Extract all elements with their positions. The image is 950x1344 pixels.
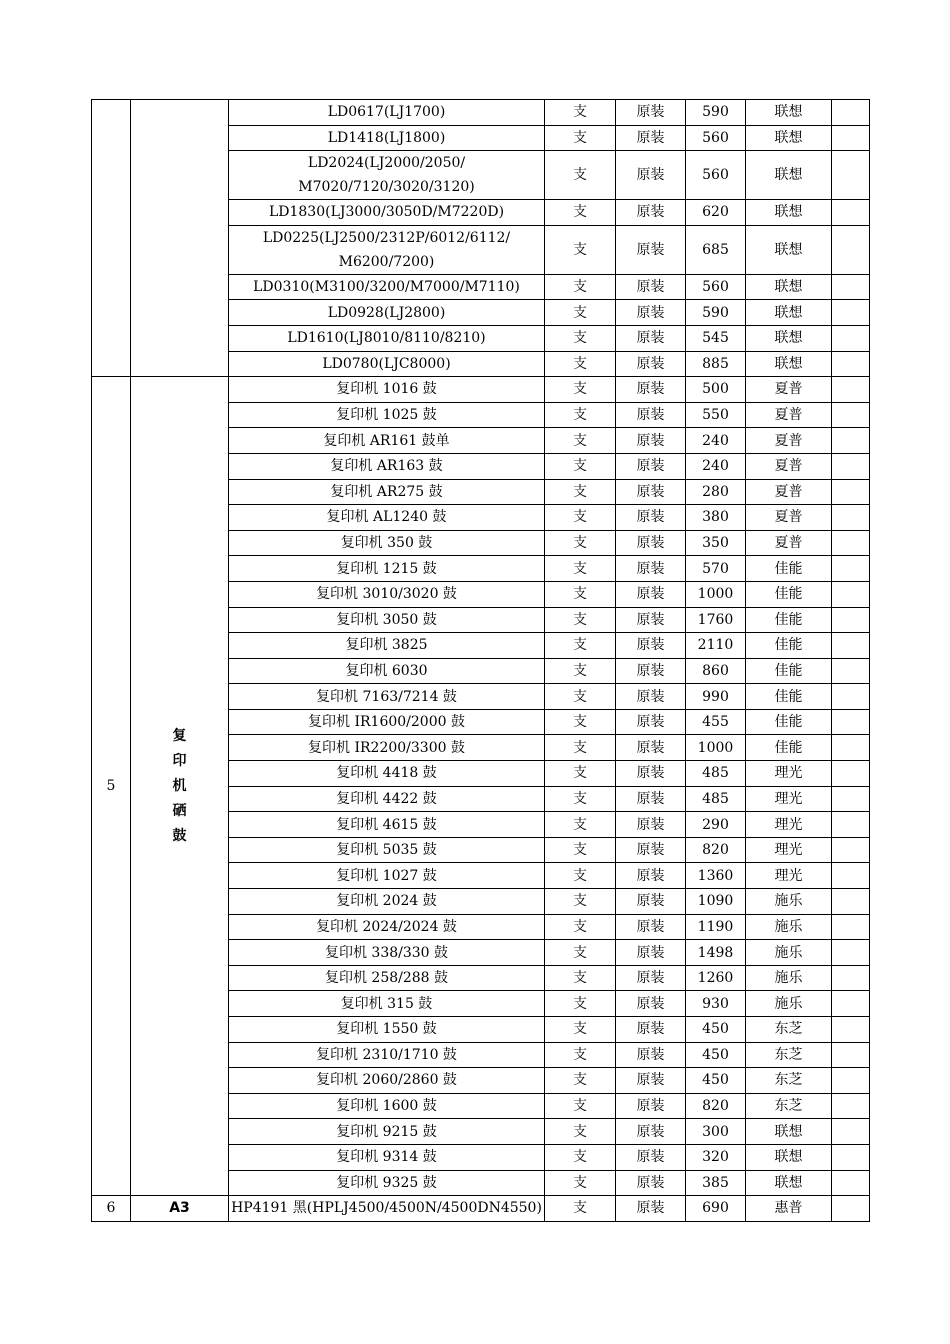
group-number: 5 bbox=[92, 377, 131, 1196]
item-name: 复印机 AR161 鼓单 bbox=[229, 428, 545, 454]
item-name: LD0780(LJC8000) bbox=[229, 351, 545, 377]
item-unit: 支 bbox=[545, 658, 616, 684]
item-type: 原装 bbox=[616, 633, 686, 659]
item-brand: 联想 bbox=[746, 274, 832, 300]
item-note bbox=[832, 300, 870, 326]
item-type: 原装 bbox=[616, 325, 686, 351]
item-note bbox=[832, 1144, 870, 1170]
item-name: 复印机 6030 bbox=[229, 658, 545, 684]
item-type: 原装 bbox=[616, 709, 686, 735]
item-name: HP4191 黑(HPLJ4500/4500N/4500DN4550) bbox=[229, 1196, 545, 1222]
item-type: 原装 bbox=[616, 1119, 686, 1145]
item-price: 590 bbox=[686, 100, 746, 126]
item-note bbox=[832, 1093, 870, 1119]
item-note bbox=[832, 940, 870, 966]
item-note bbox=[832, 125, 870, 151]
item-brand: 施乐 bbox=[746, 940, 832, 966]
item-note bbox=[832, 581, 870, 607]
item-brand: 佳能 bbox=[746, 581, 832, 607]
item-brand: 夏普 bbox=[746, 505, 832, 531]
item-name: 复印机 7163/7214 鼓 bbox=[229, 684, 545, 710]
item-brand: 东芝 bbox=[746, 1068, 832, 1094]
item-price: 450 bbox=[686, 1017, 746, 1043]
item-unit: 支 bbox=[545, 735, 616, 761]
item-type: 原装 bbox=[616, 786, 686, 812]
item-price: 1760 bbox=[686, 607, 746, 633]
item-brand: 理光 bbox=[746, 812, 832, 838]
group-category: A3 bbox=[131, 1196, 229, 1222]
item-unit: 支 bbox=[545, 428, 616, 454]
item-brand: 理光 bbox=[746, 786, 832, 812]
item-name: LD2024(LJ2000/2050/ M7020/7120/3020/3120) bbox=[229, 151, 545, 200]
item-name: 复印机 258/288 鼓 bbox=[229, 965, 545, 991]
item-name: LD0928(LJ2800) bbox=[229, 300, 545, 326]
item-name: LD0617(LJ1700) bbox=[229, 100, 545, 126]
item-brand: 东芝 bbox=[746, 1042, 832, 1068]
item-name: 复印机 2060/2860 鼓 bbox=[229, 1068, 545, 1094]
item-note bbox=[832, 377, 870, 403]
item-price: 560 bbox=[686, 125, 746, 151]
item-type: 原装 bbox=[616, 556, 686, 582]
item-type: 原装 bbox=[616, 658, 686, 684]
item-price: 690 bbox=[686, 1196, 746, 1222]
item-price: 450 bbox=[686, 1068, 746, 1094]
item-type: 原装 bbox=[616, 402, 686, 428]
item-type: 原装 bbox=[616, 453, 686, 479]
item-brand: 联想 bbox=[746, 125, 832, 151]
item-name: 复印机 IR1600/2000 鼓 bbox=[229, 709, 545, 735]
item-unit: 支 bbox=[545, 100, 616, 126]
item-unit: 支 bbox=[545, 325, 616, 351]
item-brand: 佳能 bbox=[746, 633, 832, 659]
group-category-text: 复印机硒鼓 bbox=[172, 727, 187, 844]
item-unit: 支 bbox=[545, 965, 616, 991]
item-note bbox=[832, 428, 870, 454]
item-name: 复印机 9325 鼓 bbox=[229, 1170, 545, 1196]
item-note bbox=[832, 1196, 870, 1222]
item-note bbox=[832, 225, 870, 274]
item-note bbox=[832, 786, 870, 812]
item-unit: 支 bbox=[545, 1144, 616, 1170]
item-unit: 支 bbox=[545, 200, 616, 226]
item-brand: 佳能 bbox=[746, 607, 832, 633]
item-name: LD1418(LJ1800) bbox=[229, 125, 545, 151]
item-note bbox=[832, 100, 870, 126]
item-name: 复印机 4418 鼓 bbox=[229, 761, 545, 787]
item-price: 930 bbox=[686, 991, 746, 1017]
item-brand: 联想 bbox=[746, 225, 832, 274]
item-name: 复印机 2024 鼓 bbox=[229, 889, 545, 915]
item-note bbox=[832, 479, 870, 505]
item-unit: 支 bbox=[545, 530, 616, 556]
group-number bbox=[92, 100, 131, 377]
item-brand: 理光 bbox=[746, 863, 832, 889]
item-price: 1000 bbox=[686, 735, 746, 761]
item-price: 560 bbox=[686, 151, 746, 200]
item-name: 复印机 1215 鼓 bbox=[229, 556, 545, 582]
item-type: 原装 bbox=[616, 761, 686, 787]
item-note bbox=[832, 658, 870, 684]
item-type: 原装 bbox=[616, 991, 686, 1017]
item-name: 复印机 3050 鼓 bbox=[229, 607, 545, 633]
item-type: 原装 bbox=[616, 684, 686, 710]
item-unit: 支 bbox=[545, 151, 616, 200]
item-unit: 支 bbox=[545, 1017, 616, 1043]
item-price: 545 bbox=[686, 325, 746, 351]
item-type: 原装 bbox=[616, 965, 686, 991]
item-brand: 施乐 bbox=[746, 889, 832, 915]
item-note bbox=[832, 812, 870, 838]
item-price: 320 bbox=[686, 1144, 746, 1170]
item-price: 290 bbox=[686, 812, 746, 838]
item-brand: 联想 bbox=[746, 100, 832, 126]
item-price: 550 bbox=[686, 402, 746, 428]
item-price: 820 bbox=[686, 837, 746, 863]
item-unit: 支 bbox=[545, 125, 616, 151]
item-name: 复印机 2310/1710 鼓 bbox=[229, 1042, 545, 1068]
item-price: 1090 bbox=[686, 889, 746, 915]
item-brand: 施乐 bbox=[746, 914, 832, 940]
item-note bbox=[832, 735, 870, 761]
item-type: 原装 bbox=[616, 914, 686, 940]
item-unit: 支 bbox=[545, 1093, 616, 1119]
item-price: 1000 bbox=[686, 581, 746, 607]
item-unit: 支 bbox=[545, 684, 616, 710]
item-name: LD1830(LJ3000/3050D/M7220D) bbox=[229, 200, 545, 226]
item-brand: 联想 bbox=[746, 300, 832, 326]
item-unit: 支 bbox=[545, 556, 616, 582]
item-price: 570 bbox=[686, 556, 746, 582]
item-brand: 夏普 bbox=[746, 428, 832, 454]
item-price: 350 bbox=[686, 530, 746, 556]
item-brand: 夏普 bbox=[746, 402, 832, 428]
item-note bbox=[832, 709, 870, 735]
item-name: 复印机 1550 鼓 bbox=[229, 1017, 545, 1043]
item-price: 620 bbox=[686, 200, 746, 226]
item-note bbox=[832, 1170, 870, 1196]
item-type: 原装 bbox=[616, 889, 686, 915]
item-name: 复印机 AL1240 鼓 bbox=[229, 505, 545, 531]
item-type: 原装 bbox=[616, 274, 686, 300]
item-brand: 佳能 bbox=[746, 709, 832, 735]
group-number: 6 bbox=[92, 1196, 131, 1222]
item-unit: 支 bbox=[545, 351, 616, 377]
item-price: 450 bbox=[686, 1042, 746, 1068]
item-note bbox=[832, 1042, 870, 1068]
item-type: 原装 bbox=[616, 1017, 686, 1043]
item-unit: 支 bbox=[545, 837, 616, 863]
item-type: 原装 bbox=[616, 837, 686, 863]
item-brand: 佳能 bbox=[746, 735, 832, 761]
item-name: 复印机 9314 鼓 bbox=[229, 1144, 545, 1170]
item-brand: 东芝 bbox=[746, 1017, 832, 1043]
item-type: 原装 bbox=[616, 479, 686, 505]
group-category bbox=[131, 100, 229, 377]
table-row bbox=[92, 377, 870, 403]
item-unit: 支 bbox=[545, 1170, 616, 1196]
item-price: 1260 bbox=[686, 965, 746, 991]
item-brand: 惠普 bbox=[746, 1196, 832, 1222]
item-unit: 支 bbox=[545, 1119, 616, 1145]
item-type: 原装 bbox=[616, 863, 686, 889]
item-type: 原装 bbox=[616, 1144, 686, 1170]
item-unit: 支 bbox=[545, 479, 616, 505]
item-name: 复印机 AR163 鼓 bbox=[229, 453, 545, 479]
item-unit: 支 bbox=[545, 914, 616, 940]
item-note bbox=[832, 889, 870, 915]
item-name: 复印机 350 鼓 bbox=[229, 530, 545, 556]
item-type: 原装 bbox=[616, 1093, 686, 1119]
item-price: 860 bbox=[686, 658, 746, 684]
item-price: 385 bbox=[686, 1170, 746, 1196]
item-unit: 支 bbox=[545, 1196, 616, 1222]
item-type: 原装 bbox=[616, 151, 686, 200]
item-price: 485 bbox=[686, 786, 746, 812]
item-type: 原装 bbox=[616, 377, 686, 403]
item-unit: 支 bbox=[545, 991, 616, 1017]
item-price: 1190 bbox=[686, 914, 746, 940]
item-note bbox=[832, 402, 870, 428]
item-type: 原装 bbox=[616, 607, 686, 633]
item-note bbox=[832, 351, 870, 377]
item-price: 485 bbox=[686, 761, 746, 787]
item-brand: 联想 bbox=[746, 1144, 832, 1170]
item-name: 复印机 315 鼓 bbox=[229, 991, 545, 1017]
item-brand: 佳能 bbox=[746, 684, 832, 710]
item-price: 990 bbox=[686, 684, 746, 710]
item-unit: 支 bbox=[545, 889, 616, 915]
item-name: LD1610(LJ8010/8110/8210) bbox=[229, 325, 545, 351]
item-note bbox=[832, 453, 870, 479]
item-note bbox=[832, 505, 870, 531]
item-name: 复印机 4615 鼓 bbox=[229, 812, 545, 838]
item-name: LD0225(LJ2500/2312P/6012/6112/ M6200/7200) bbox=[229, 225, 545, 274]
item-price: 2110 bbox=[686, 633, 746, 659]
table-body bbox=[92, 100, 870, 1222]
item-note bbox=[832, 684, 870, 710]
item-note bbox=[832, 837, 870, 863]
item-name: 复印机 1025 鼓 bbox=[229, 402, 545, 428]
item-type: 原装 bbox=[616, 530, 686, 556]
item-type: 原装 bbox=[616, 735, 686, 761]
item-brand: 联想 bbox=[746, 1170, 832, 1196]
item-type: 原装 bbox=[616, 225, 686, 274]
item-brand: 联想 bbox=[746, 151, 832, 200]
item-note bbox=[832, 200, 870, 226]
item-brand: 理光 bbox=[746, 761, 832, 787]
item-price: 820 bbox=[686, 1093, 746, 1119]
item-type: 原装 bbox=[616, 351, 686, 377]
item-brand: 理光 bbox=[746, 837, 832, 863]
item-type: 原装 bbox=[616, 1170, 686, 1196]
item-brand: 施乐 bbox=[746, 991, 832, 1017]
item-brand: 佳能 bbox=[746, 556, 832, 582]
item-type: 原装 bbox=[616, 581, 686, 607]
table-row bbox=[92, 1196, 870, 1222]
item-price: 455 bbox=[686, 709, 746, 735]
item-unit: 支 bbox=[545, 786, 616, 812]
item-note bbox=[832, 761, 870, 787]
item-unit: 支 bbox=[545, 581, 616, 607]
item-brand: 联想 bbox=[746, 325, 832, 351]
item-price: 240 bbox=[686, 453, 746, 479]
item-unit: 支 bbox=[545, 225, 616, 274]
item-unit: 支 bbox=[545, 274, 616, 300]
item-name: 复印机 1027 鼓 bbox=[229, 863, 545, 889]
item-unit: 支 bbox=[545, 1068, 616, 1094]
item-name: 复印机 IR2200/3300 鼓 bbox=[229, 735, 545, 761]
item-price: 885 bbox=[686, 351, 746, 377]
item-unit: 支 bbox=[545, 709, 616, 735]
item-name: 复印机 338/330 鼓 bbox=[229, 940, 545, 966]
item-type: 原装 bbox=[616, 428, 686, 454]
item-name: 复印机 9215 鼓 bbox=[229, 1119, 545, 1145]
item-note bbox=[832, 556, 870, 582]
item-price: 1360 bbox=[686, 863, 746, 889]
item-name: 复印机 1600 鼓 bbox=[229, 1093, 545, 1119]
item-note bbox=[832, 325, 870, 351]
item-price: 280 bbox=[686, 479, 746, 505]
item-note bbox=[832, 151, 870, 200]
item-note bbox=[832, 607, 870, 633]
item-note bbox=[832, 1017, 870, 1043]
item-note bbox=[832, 1068, 870, 1094]
group-category bbox=[131, 377, 229, 1196]
item-price: 590 bbox=[686, 300, 746, 326]
item-price: 380 bbox=[686, 505, 746, 531]
item-brand: 佳能 bbox=[746, 658, 832, 684]
item-brand: 夏普 bbox=[746, 377, 832, 403]
item-price: 500 bbox=[686, 377, 746, 403]
item-note bbox=[832, 965, 870, 991]
item-name: 复印机 AR275 鼓 bbox=[229, 479, 545, 505]
item-unit: 支 bbox=[545, 300, 616, 326]
item-unit: 支 bbox=[545, 1042, 616, 1068]
item-name: LD0310(M3100/3200/M7000/M7110) bbox=[229, 274, 545, 300]
item-name: 复印机 5035 鼓 bbox=[229, 837, 545, 863]
item-type: 原装 bbox=[616, 940, 686, 966]
item-brand: 联想 bbox=[746, 351, 832, 377]
item-type: 原装 bbox=[616, 125, 686, 151]
item-brand: 夏普 bbox=[746, 530, 832, 556]
item-type: 原装 bbox=[616, 1068, 686, 1094]
item-price: 300 bbox=[686, 1119, 746, 1145]
item-note bbox=[832, 633, 870, 659]
item-unit: 支 bbox=[545, 812, 616, 838]
item-type: 原装 bbox=[616, 100, 686, 126]
item-brand: 联想 bbox=[746, 1119, 832, 1145]
item-type: 原装 bbox=[616, 505, 686, 531]
item-brand: 联想 bbox=[746, 200, 832, 226]
item-name: 复印机 4422 鼓 bbox=[229, 786, 545, 812]
item-brand: 施乐 bbox=[746, 965, 832, 991]
item-unit: 支 bbox=[545, 607, 616, 633]
item-unit: 支 bbox=[545, 402, 616, 428]
item-name: 复印机 1016 鼓 bbox=[229, 377, 545, 403]
item-brand: 夏普 bbox=[746, 453, 832, 479]
item-note bbox=[832, 991, 870, 1017]
item-name: 复印机 3825 bbox=[229, 633, 545, 659]
item-price: 1498 bbox=[686, 940, 746, 966]
item-unit: 支 bbox=[545, 761, 616, 787]
item-price: 240 bbox=[686, 428, 746, 454]
item-name: 复印机 3010/3020 鼓 bbox=[229, 581, 545, 607]
item-price: 560 bbox=[686, 274, 746, 300]
item-note bbox=[832, 914, 870, 940]
item-name: 复印机 2024/2024 鼓 bbox=[229, 914, 545, 940]
item-unit: 支 bbox=[545, 633, 616, 659]
item-type: 原装 bbox=[616, 300, 686, 326]
item-brand: 东芝 bbox=[746, 1093, 832, 1119]
item-type: 原装 bbox=[616, 1042, 686, 1068]
item-unit: 支 bbox=[545, 505, 616, 531]
item-note bbox=[832, 530, 870, 556]
item-unit: 支 bbox=[545, 377, 616, 403]
table-row bbox=[92, 100, 870, 126]
item-note bbox=[832, 274, 870, 300]
item-price: 685 bbox=[686, 225, 746, 274]
item-unit: 支 bbox=[545, 863, 616, 889]
item-brand: 夏普 bbox=[746, 479, 832, 505]
item-type: 原装 bbox=[616, 812, 686, 838]
item-note bbox=[832, 1119, 870, 1145]
item-unit: 支 bbox=[545, 940, 616, 966]
price-table bbox=[91, 99, 870, 1222]
item-note bbox=[832, 863, 870, 889]
item-type: 原装 bbox=[616, 200, 686, 226]
item-unit: 支 bbox=[545, 453, 616, 479]
item-type: 原装 bbox=[616, 1196, 686, 1222]
